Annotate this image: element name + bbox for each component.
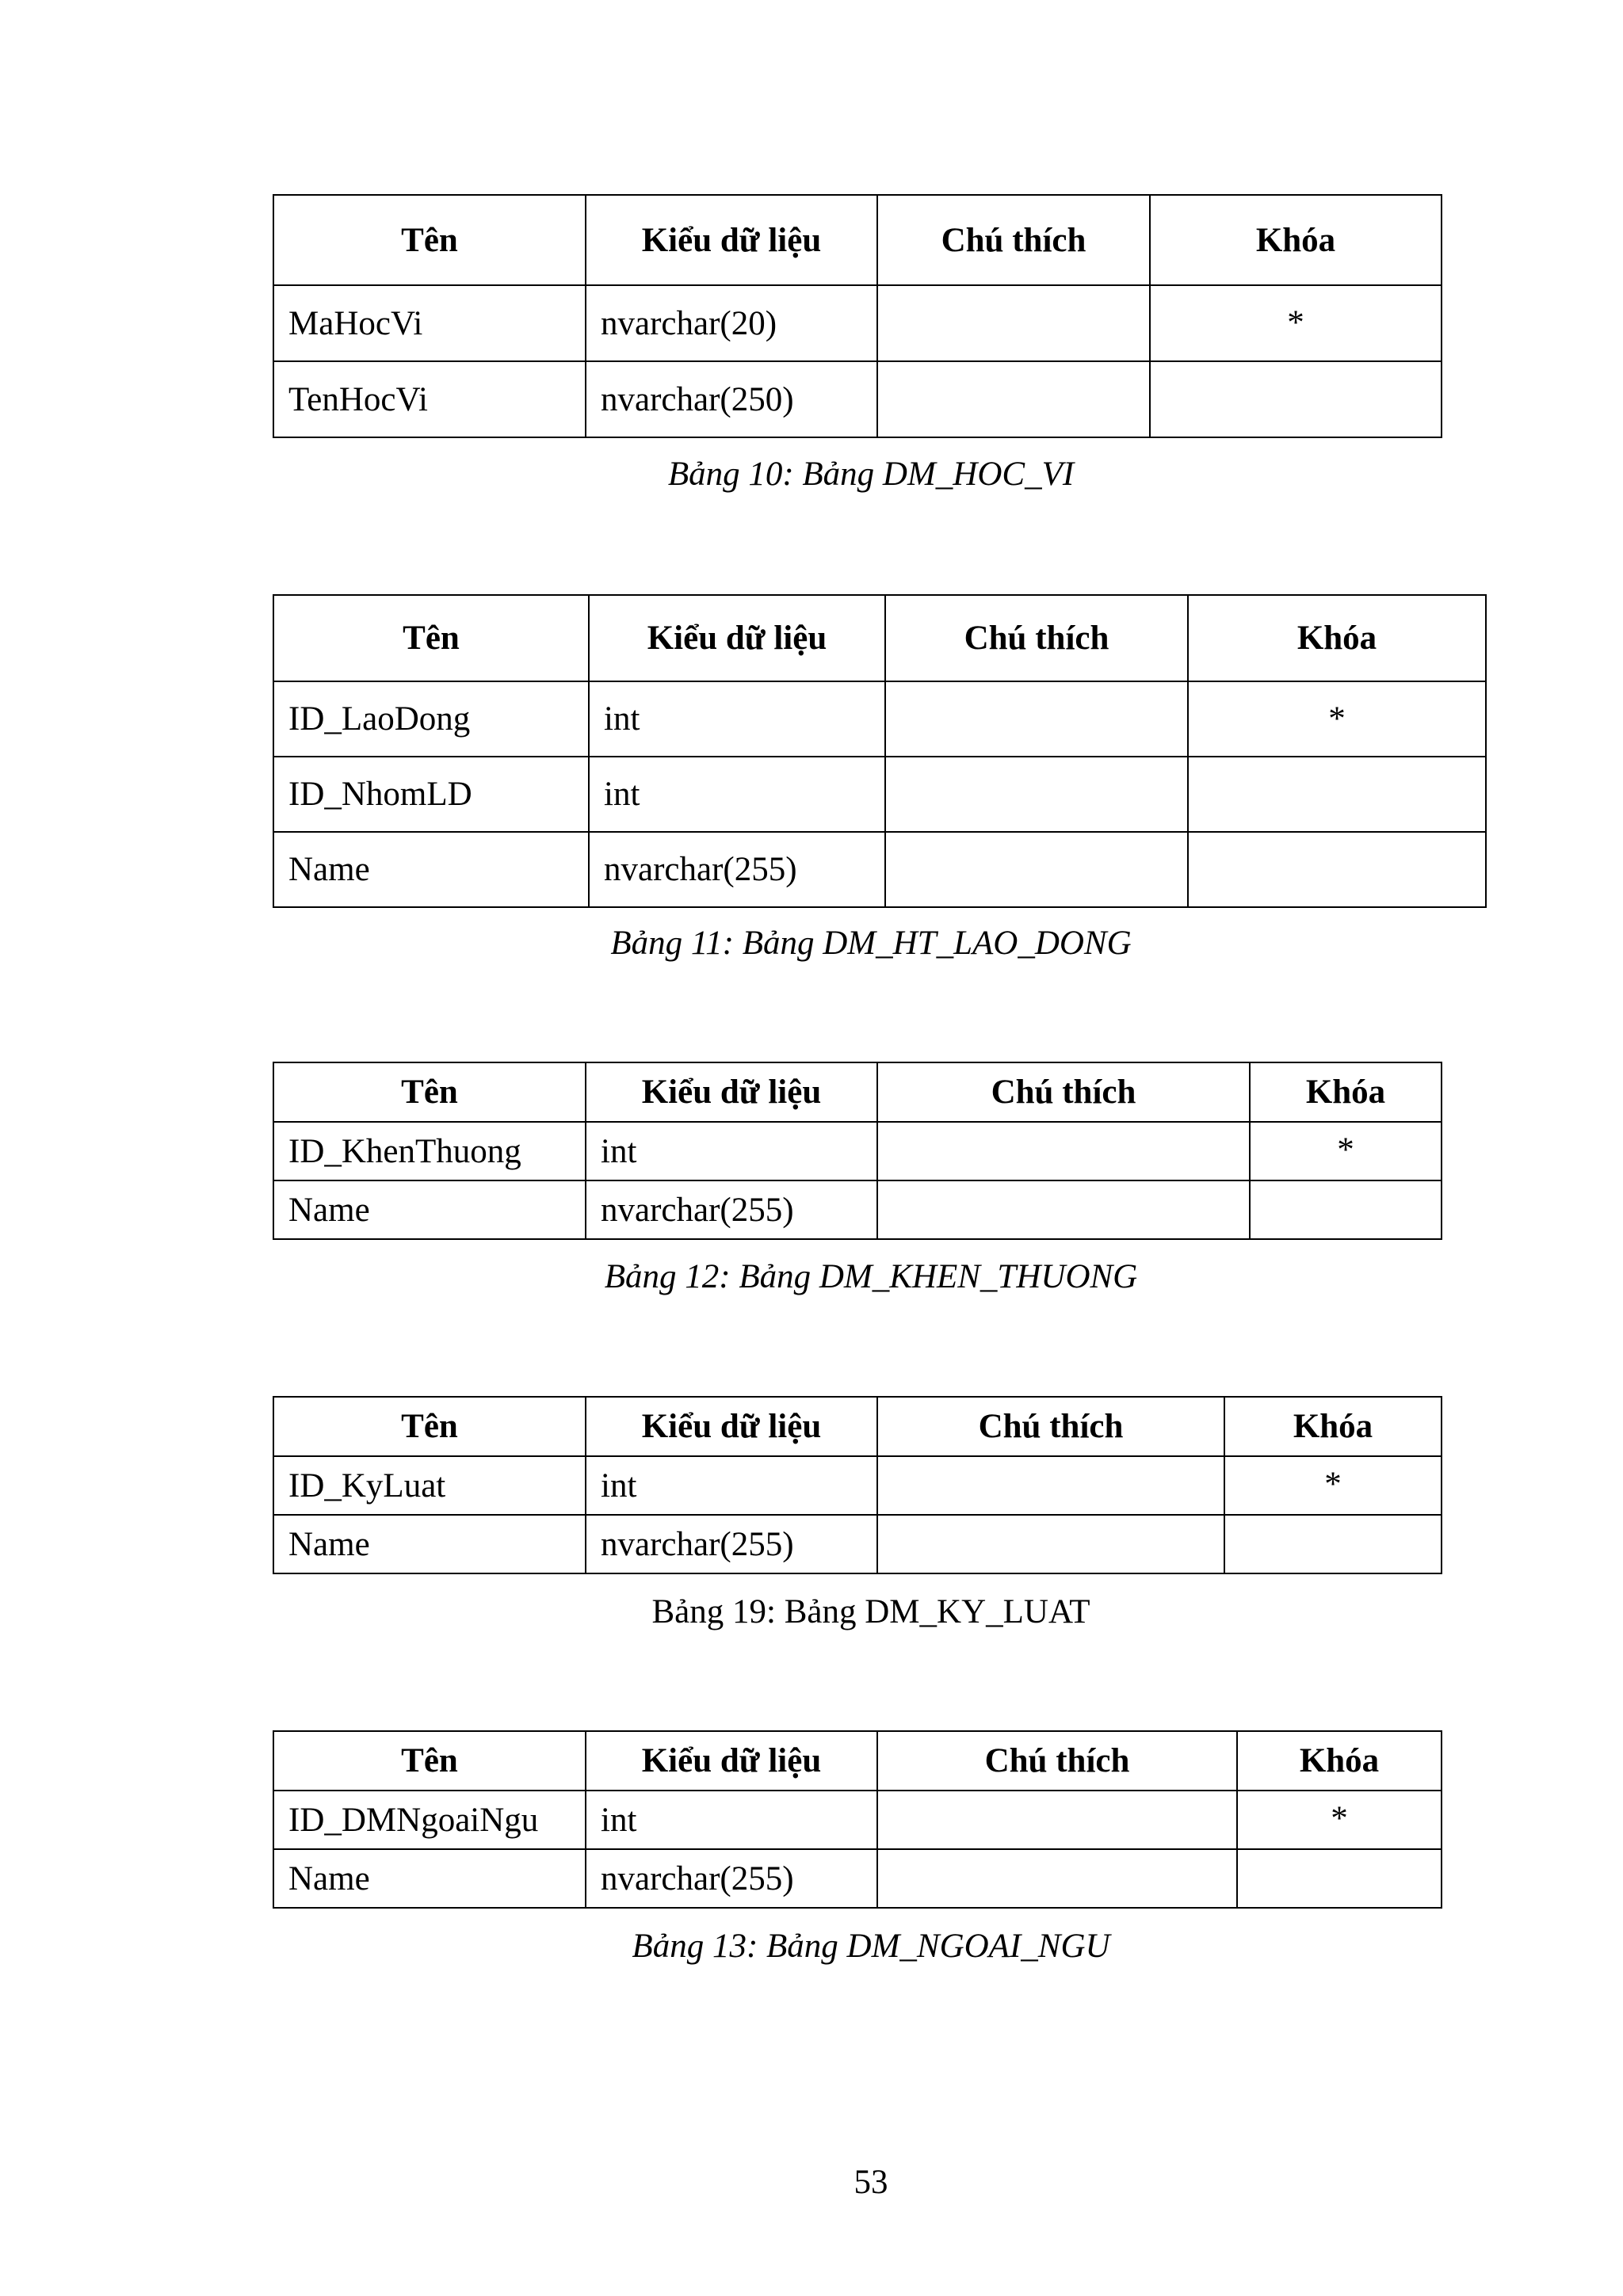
- cell-key: *: [1188, 681, 1486, 757]
- column-header-note: Chú thích: [877, 1731, 1237, 1791]
- cell-type: nvarchar(20): [586, 285, 877, 361]
- table-row: [273, 285, 1442, 361]
- cell-name: ID_DMNgoaiNgu: [273, 1791, 586, 1849]
- table-row: [273, 1791, 1442, 1849]
- column-header-key: Khóa: [1188, 595, 1486, 681]
- cell-note: [877, 1791, 1237, 1849]
- cell-name: ID_KyLuat: [273, 1456, 586, 1515]
- table-dm-ht-lao-dong: [273, 594, 1487, 908]
- table-row: [273, 681, 1486, 757]
- column-header-type: Kiểu dữ liệu: [586, 195, 877, 285]
- cell-name: Name: [273, 1515, 586, 1573]
- cell-type: nvarchar(255): [586, 1180, 877, 1239]
- table-row: [273, 757, 1486, 832]
- column-header-type: Kiểu dữ liệu: [586, 1062, 877, 1122]
- column-header-note: Chú thích: [877, 195, 1150, 285]
- table-caption: Bảng 13: Bảng DM_NGOAI_NGU: [632, 1928, 1110, 1965]
- table-dm-khen-thuong: [273, 1062, 1442, 1240]
- cell-note: [877, 1456, 1224, 1515]
- table-row: [273, 361, 1442, 437]
- cell-name: ID_NhomLD: [273, 757, 589, 832]
- cell-key: [1188, 832, 1486, 907]
- column-header-note: Chú thích: [885, 595, 1188, 681]
- table-caption: Bảng 10: Bảng DM_HOC_VI: [667, 456, 1075, 493]
- column-header-name: Tên: [273, 1397, 586, 1456]
- column-header-key: Khóa: [1237, 1731, 1442, 1791]
- cell-note: [885, 832, 1188, 907]
- column-header-name: Tên: [273, 195, 586, 285]
- column-header-name: Tên: [273, 1731, 586, 1791]
- cell-type: int: [589, 757, 885, 832]
- cell-name: MaHocVi: [273, 285, 586, 361]
- table-row: [273, 832, 1486, 907]
- column-header-name: Tên: [273, 595, 589, 681]
- cell-key: [1224, 1515, 1442, 1573]
- table-header-row: [273, 195, 1442, 285]
- column-header-key: Khóa: [1250, 1062, 1442, 1122]
- cell-note: [877, 361, 1150, 437]
- cell-type: nvarchar(255): [586, 1849, 877, 1908]
- cell-type: int: [586, 1122, 877, 1180]
- column-header-name: Tên: [273, 1062, 586, 1122]
- table-caption: Bảng 19: Bảng DM_KY_LUAT: [651, 1593, 1090, 1630]
- cell-note: [877, 1515, 1224, 1573]
- cell-type: int: [586, 1791, 877, 1849]
- cell-note: [877, 285, 1150, 361]
- page-number: 53: [854, 2164, 888, 2201]
- table-header-row: [273, 595, 1486, 681]
- cell-key: *: [1150, 285, 1442, 361]
- column-header-type: Kiểu dữ liệu: [586, 1397, 877, 1456]
- column-header-key: Khóa: [1224, 1397, 1442, 1456]
- column-header-note: Chú thích: [877, 1062, 1250, 1122]
- cell-type: int: [589, 681, 885, 757]
- column-header-note: Chú thích: [877, 1397, 1224, 1456]
- cell-name: Name: [273, 1849, 586, 1908]
- cell-name: ID_KhenThuong: [273, 1122, 586, 1180]
- table-header-row: [273, 1397, 1442, 1456]
- column-header-type: Kiểu dữ liệu: [586, 1731, 877, 1791]
- cell-type: nvarchar(255): [586, 1515, 877, 1573]
- table-row: [273, 1180, 1442, 1239]
- cell-note: [877, 1180, 1250, 1239]
- cell-note: [877, 1849, 1237, 1908]
- table-row: [273, 1122, 1442, 1180]
- cell-key: [1237, 1849, 1442, 1908]
- cell-key: [1188, 757, 1486, 832]
- cell-type: int: [586, 1456, 877, 1515]
- table-row: [273, 1456, 1442, 1515]
- table-dm-ky-luat: [273, 1396, 1442, 1574]
- cell-name: ID_LaoDong: [273, 681, 589, 757]
- table-row: [273, 1515, 1442, 1573]
- cell-key: [1250, 1180, 1442, 1239]
- column-header-key: Khóa: [1150, 195, 1442, 285]
- cell-key: *: [1224, 1456, 1442, 1515]
- table-header-row: [273, 1731, 1442, 1791]
- table-dm-ngoai-ngu: [273, 1730, 1442, 1909]
- cell-note: [885, 757, 1188, 832]
- cell-name: Name: [273, 1180, 586, 1239]
- table-caption: Bảng 12: Bảng DM_KHEN_THUONG: [604, 1258, 1138, 1295]
- cell-note: [877, 1122, 1250, 1180]
- cell-type: nvarchar(250): [586, 361, 877, 437]
- table-row: [273, 1849, 1442, 1908]
- cell-key: *: [1237, 1791, 1442, 1849]
- column-header-type: Kiểu dữ liệu: [589, 595, 885, 681]
- cell-name: TenHocVi: [273, 361, 586, 437]
- cell-note: [885, 681, 1188, 757]
- table-caption: Bảng 11: Bảng DM_HT_LAO_DONG: [610, 925, 1132, 962]
- cell-key: [1150, 361, 1442, 437]
- cell-name: Name: [273, 832, 589, 907]
- table-dm-hoc-vi: [273, 194, 1442, 438]
- cell-type: nvarchar(255): [589, 832, 885, 907]
- cell-key: *: [1250, 1122, 1442, 1180]
- table-header-row: [273, 1062, 1442, 1122]
